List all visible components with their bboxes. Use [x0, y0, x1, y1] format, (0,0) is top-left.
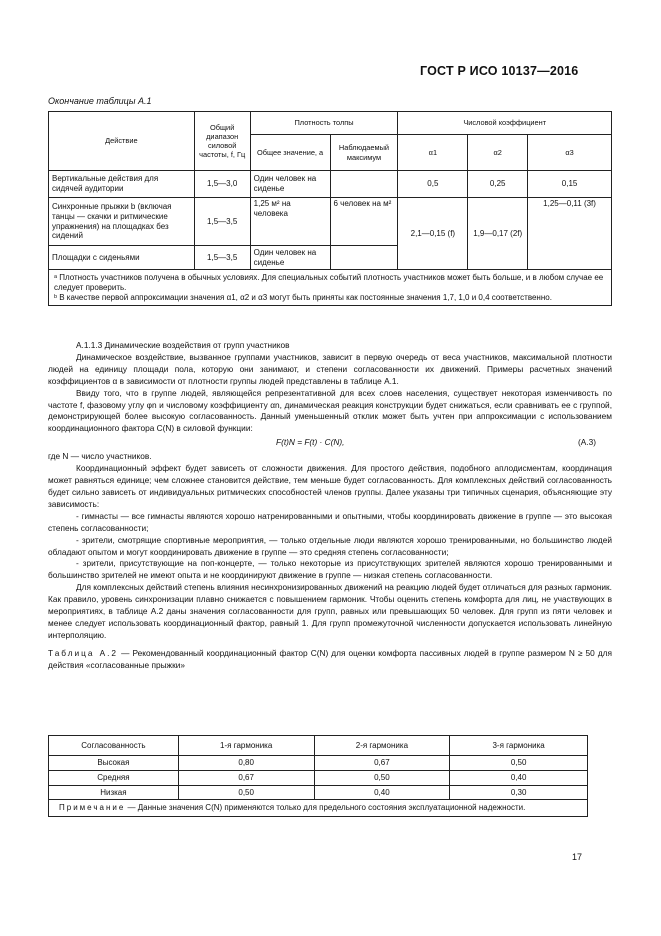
section-heading: А.1.1.3 Динамические воздействия от групп участников [76, 340, 290, 350]
t2-cell: 0,40 [314, 785, 450, 800]
t2-cell: 0,30 [450, 785, 588, 800]
row3-action: Площадки с сиденьями [49, 246, 195, 270]
header-density: Плотность толпы [250, 112, 398, 135]
table-row [49, 785, 588, 800]
header-coef: Числовой коэффициент [398, 112, 612, 135]
table2-caption-label: Таблица А.2 [48, 647, 119, 658]
table2-note-label: Примечание [59, 803, 126, 813]
row2-range: 1,5—3,5 [194, 198, 250, 246]
t2-cell: 0,50 [178, 785, 314, 800]
t2-cell: 0,80 [178, 756, 314, 771]
table2-caption-text: — Рекомендованный координационный фактор C(N) для оценки комфорта пассивных людей в группе размером N ≥ 50 для действия «согласованные прыжки» [48, 647, 612, 670]
table2-note-text: — Данные значения C(N) применяются только для предельного состояния эксплуатационной надежности. [125, 803, 526, 813]
bullet-gymnasts: - гимнасты — все гимнасты являются хорошо натренированными и опытными, чтобы координировать движение в группе — это высокая степень согласованности; [48, 510, 612, 533]
bullet-sport-spectators: - зрители, смотрящие спортивные мероприятия, — только отдельные люди являются хорошо тренированными, но большинство людей обладают опытом и могут координировать движение в группе — это средняя степень согласованности; [48, 534, 612, 557]
header-a3: α3 [528, 135, 612, 171]
row1-max [330, 171, 398, 198]
paragraph-4: Для комплексных действий степень влияния несинхронизированных движений на реакцию людей будет отличаться для разных гармоник. Как правило, уровень синхронизации плавно снижается с повышением гармоник. Чтобы оценить степень комфорта для лиц, не участвующих в мероприятиях, в таблице А.2 даны значения согласованности для групп, равных или превышающих 50 человек. Для групп из пяти человек и менее следует использовать координационный фактор, равный 1. Для групп промежуточной численности допускается использовать линейную интерполяцию. [48, 582, 612, 640]
table-a2 [48, 735, 588, 817]
t2-cell: 0,67 [178, 770, 314, 785]
table1-note-a: ᵃ Плотность участников получена в обычных условиях. Для специальных событий плотность участников может быть больше, и в любом случае ее следует проверить. [54, 273, 604, 292]
t2-cell: 0,40 [450, 770, 588, 785]
header-density-general: Общее значение, а [250, 135, 330, 171]
row2-a1: 2,1—0,15 (f) [398, 198, 468, 270]
row3-general: Один человек на сиденье [250, 246, 330, 270]
t2-cell: 0,50 [450, 756, 588, 771]
t2-header-h2: 2-я гармоника [314, 736, 450, 756]
body-text [48, 340, 612, 672]
row1-a3: 0,15 [528, 171, 612, 198]
paragraph-2: Ввиду того, что в группе людей, являющейся репрезентативной для всех слоев населения, существует некоторая изменчивость по частоте f, фазовому углу φn и числовому коэффициенту αn, динамическая реакция конструкции будет снижаться, если сравнивать ее с группой, демонстрирующей более высокую согласованность. Данный уменьшенный отклик может быть учтен при аппроксимации с использованием координационного фактора C(N) в силовой функции: [48, 387, 612, 434]
table1-note-b: ᵇ В качестве первой аппроксимации значения α1, α2 и α3 могут быть приняты как постоянные значения 1,7, 1,0 и 0,4 соответственно. [54, 292, 552, 302]
row3-range: 1,5—3,5 [194, 246, 250, 270]
t2-cell: 0,67 [314, 756, 450, 771]
table1-caption: Окончание таблицы А.1 [48, 96, 152, 106]
t2-header-consistency: Согласованность [49, 736, 179, 756]
t2-cell: Средняя [49, 770, 179, 785]
row2-a2: 1,9—0,17 (2f) [468, 198, 528, 270]
bullet-concert-spectators: - зрители, присутствующие на поп-концерте, — только некоторые из присутствующих зрителей являются хорошо тренированными и большинство зрителей не имеют опыта и не координируют движение в группе — низкая степень согласованности. [48, 558, 612, 581]
t2-cell: Высокая [49, 756, 179, 771]
header-action: Действие [49, 112, 195, 171]
header-a1: α1 [398, 135, 468, 171]
t2-cell: Низкая [49, 785, 179, 800]
table-a1 [48, 111, 612, 306]
paragraph-3: Координационный эффект будет зависеть от сложности движения. Для простого действия, подобного аплодисментам, координация может равняться единице; чем сложнее становится действие, тем меньше будет согласованность. Для комплексных действий согласованность будет сильно зависеть от индивидуальных ритмических способностей членов группы. Далее указаны три типичных сценария, объясняющие эту зависимость: [48, 463, 612, 509]
row2-a3: 1,25—0,11 (3f) [528, 198, 612, 270]
row1-a2: 0,25 [468, 171, 528, 198]
formula: F(t)N = F(t) · C(N), [276, 437, 345, 448]
page-number: 17 [572, 852, 583, 862]
row2-general: 1,25 м² на человека [250, 198, 330, 246]
row3-max [330, 246, 398, 270]
row2-action: Синхронные прыжки b (включая танцы — скачки и ритмические упражнения) на площадках без сидений [49, 198, 195, 246]
document-header: ГОСТ Р ИСО 10137—2016 [420, 64, 579, 78]
header-range: Общий диапазон силовой частоты, f, Гц [194, 112, 250, 171]
row1-action: Вертикальные действия для сидячей аудитории [49, 171, 195, 198]
row1-general: Один человек на сиденье [250, 171, 330, 198]
row1-range: 1,5—3,0 [194, 171, 250, 198]
table-row [49, 756, 588, 771]
t2-header-h3: 3-я гармоника [450, 736, 588, 756]
formula-number: (А.3) [578, 437, 596, 448]
t2-header-h1: 1-я гармоника [178, 736, 314, 756]
header-density-max: Наблюдаемый максимум [330, 135, 398, 171]
row1-a1: 0,5 [398, 171, 468, 198]
header-a2: α2 [468, 135, 528, 171]
table-row [49, 770, 588, 785]
t2-cell: 0,50 [314, 770, 450, 785]
paragraph-1: Динамическое воздействие, вызванное группами участников, зависит в первую очередь от веса участников, максимальной плотности людей на единицу площади пола, которую они занимают, и степени согласованности их движений. Примеры расчетных значений коэффициентов α в зависимости от плотности группы людей представлены в таблице А.1. [48, 351, 612, 386]
where-text: где N — число участников. [48, 451, 152, 462]
row2-max: 6 человек на м² [330, 198, 398, 246]
